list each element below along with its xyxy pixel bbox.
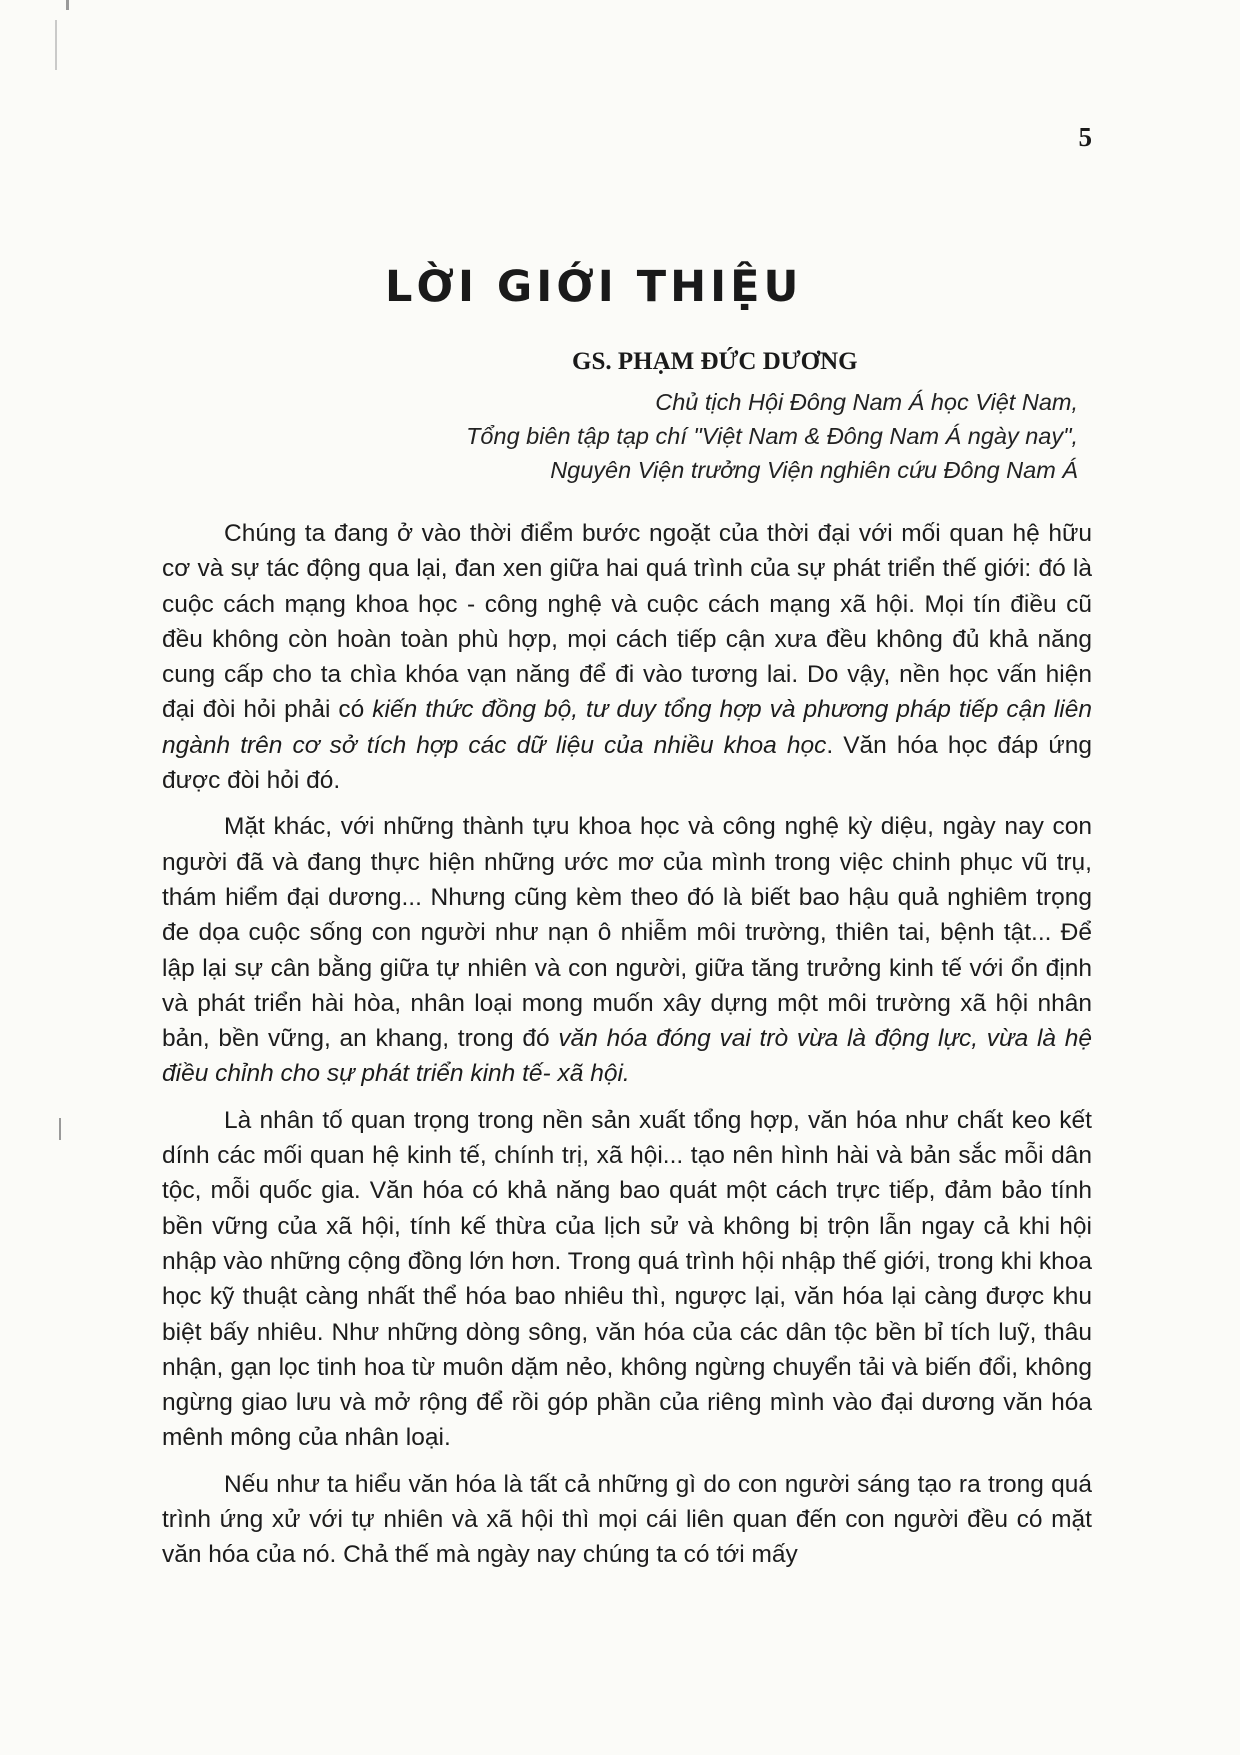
page-number: 5 [1078, 122, 1092, 152]
paragraph [162, 516, 1092, 798]
scan-edge-mark [66, 0, 69, 10]
page-title: LỜI GIỚI THIỆU [385, 262, 803, 312]
paragraph-text: Mặt khác, với những thành tựu khoa học và công nghệ kỳ diệu, ngày nay con người đã và đang thực hiện những ước mơ của mình trong việc chinh phục vũ trụ, thám hiểm đại dương... Nhưng cũng kèm theo đó là biết bao hậu quả nghiêm trọng đe dọa cuộc sống con người như nạn ô nhiễm môi trường, thiên tai, bệnh tật... Để lập lại sự cân bằng giữa tự nhiên và con người, giữa tăng trưởng kinh tế với ổn định và phát triển hài hòa, nhân loại mong muốn xây dựng một môi trường xã hội nhân bản, bền vững, an khang, trong đó [162, 813, 1092, 1053]
scan-edge-mark [55, 20, 57, 70]
paragraph-text: Là nhân tố quan trọng trong nền sản xuất tổng hợp, văn hóa như chất keo kết dính các mối quan hệ kinh tế, chính trị, xã hội... tạo nên hình hài và bản sắc mỗi dân tộc, mỗi quốc gia. Văn hóa có khả năng bao quát một cách trực tiếp, đảm bảo tính bền vững của xã hội, tính kế thừa của lịch sử và không bị trộn lẫn ngay cả khi hội nhập vào những cộng đồng lớn hơn. Trong quá trình hội nhập thế giới, trong khi khoa học kỹ thuật càng nhất thể hóa bao nhiêu thì, ngược lại, văn hóa lại càng được khu biệt bấy nhiêu. Như những dòng sông, văn hóa của các dân tộc bền bỉ tích luỹ, thâu nhận, gạn lọc tinh hoa từ muôn dặm nẻo, không ngừng chuyển tải và biến đổi, không ngừng giao lưu và mở rộng để rồi góp phần của riêng mình vào đại dương văn hóa mênh mông của nhân loại. [162, 1106, 1092, 1452]
author-role: Chủ tịch Hội Đông Nam Á học Việt Nam, [655, 389, 1078, 415]
author-name: GS. PHẠM ĐỨC DƯƠNG [572, 348, 858, 375]
author-role: Tổng biên tập tạp chí "Việt Nam & Đông Nam Á ngày nay", [466, 423, 1078, 449]
paragraph-text: . Văn hóa học đáp ứng được đòi hỏi đó. [162, 731, 1092, 795]
author-roles [466, 385, 1078, 487]
paragraph [162, 1103, 1092, 1456]
paragraph-emphasis: kiến thức đồng bộ, tư duy tổng hợp và phương pháp tiếp cận liên ngành trên cơ sở tích hợp các dữ liệu của nhiều khoa học [162, 696, 1092, 759]
paragraph-text: Chúng ta đang ở vào thời điểm bước ngoặt của thời đại với mối quan hệ hữu cơ và sự tác động qua lại, đan xen giữa hai quá trình của sự phát triển thế giới: đó là cuộc cách mạng khoa học - công nghệ và cuộc cách mạng xã hội. Mọi tín điều cũ đều không còn hoàn toàn phù hợp, mọi cách tiếp cận xưa đều không đủ khả năng cung cấp cho ta chìa khóa vạn năng để đi vào tương lai. Do vậy, nền học vấn hiện đại đòi hỏi phải có [162, 520, 1092, 724]
author-role: Nguyên Viện trưởng Viện nghiên cứu Đông Nam Á [550, 457, 1078, 483]
paragraph-text: Nếu như ta hiểu văn hóa là tất cả những gì do con người sáng tạo ra trong quá trình ứng xử với tự nhiên và xã hội thì mọi cái liên quan đến con người đều có mặt văn hóa của nó. Chả thế mà ngày nay chúng ta có tới mấy [162, 1470, 1092, 1569]
scan-edge-mark [59, 1118, 61, 1140]
paragraph [162, 1467, 1092, 1573]
paragraph [162, 809, 1092, 1091]
body-text [162, 516, 1092, 1584]
paragraph-emphasis: văn hóa đóng vai trò vừa là động lực, vừa là hệ điều chỉnh cho sự phát triển kinh tế- xã hội. [162, 1025, 1092, 1088]
